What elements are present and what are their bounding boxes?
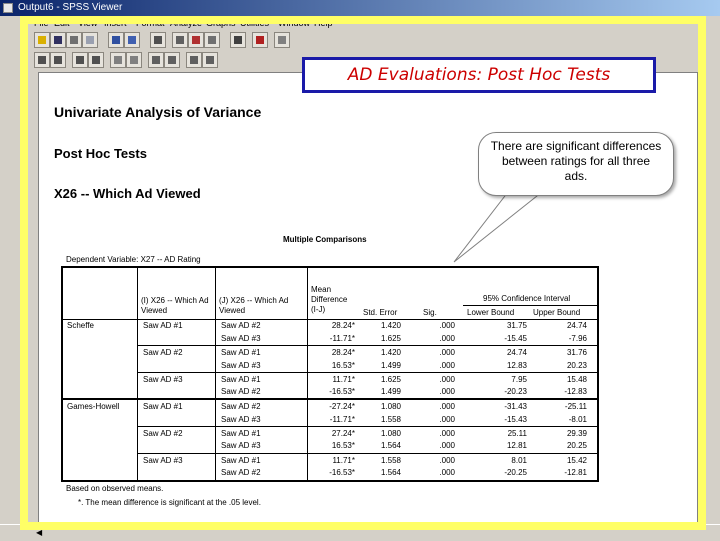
open-button[interactable] <box>34 32 50 48</box>
cell-ub: -12.81 <box>564 468 587 477</box>
dependent-variable-label: Dependent Variable: X27 -- AD Rating <box>66 255 201 264</box>
print-preview-button[interactable] <box>82 32 98 48</box>
cell-lb: 12.81 <box>506 441 527 450</box>
cell-sig: .000 <box>439 387 455 396</box>
header-j: (J) X26 -- Which Ad Viewed <box>219 296 289 315</box>
cell-se: 1.420 <box>380 321 401 330</box>
group-divider <box>137 426 597 427</box>
menu-format[interactable]: Format <box>136 18 165 28</box>
show-icon <box>114 56 122 64</box>
window-titlebar <box>0 0 720 16</box>
show-button[interactable] <box>110 52 126 68</box>
cell-md: 28.24* <box>331 321 355 330</box>
header-sig: Sig. <box>423 308 437 317</box>
cell-md: 11.71* <box>332 375 355 384</box>
goto-data-button[interactable] <box>172 32 188 48</box>
cell-lb: -20.23 <box>504 387 527 396</box>
menu-analyze[interactable]: Analyze <box>170 18 203 28</box>
test-label: Games-Howell <box>67 402 120 411</box>
cell-j: Saw AD #1 <box>221 348 261 357</box>
arrow-right-icon <box>54 56 62 64</box>
cell-lb: -31.43 <box>504 402 527 411</box>
hide-icon <box>130 56 138 64</box>
plus-icon <box>76 56 84 64</box>
export-button[interactable] <box>108 32 124 48</box>
cell-ub: 20.23 <box>566 361 587 370</box>
cell-md: -27.24* <box>329 402 355 411</box>
print-button[interactable] <box>66 32 82 48</box>
variables-icon <box>208 36 216 44</box>
menu-help[interactable]: Help <box>314 18 333 28</box>
cell-i: Saw AD #3 <box>143 456 183 465</box>
dialog-icon <box>128 36 136 44</box>
cell-j: Saw AD #2 <box>221 402 261 411</box>
cell-lb: 7.95 <box>511 375 527 384</box>
header-upper: Upper Bound <box>533 308 581 317</box>
heading-icon <box>152 56 160 64</box>
cell-se: 1.080 <box>380 402 401 411</box>
scroll-left-icon[interactable]: ◀ <box>36 528 43 537</box>
heading-posthoc: Post Hoc Tests <box>54 146 147 161</box>
cell-md: 16.53* <box>331 361 355 370</box>
header-divider <box>63 319 597 320</box>
cell-md: -16.53* <box>329 468 355 477</box>
cell-ub: 24.74 <box>566 321 587 330</box>
cell-i: Saw AD #1 <box>143 321 183 330</box>
disk-icon <box>54 36 62 44</box>
find-button[interactable] <box>230 32 246 48</box>
variables-button[interactable] <box>204 32 220 48</box>
menu-bar <box>0 16 720 30</box>
select-last-output-button[interactable] <box>202 52 218 68</box>
cell-md: -11.71* <box>329 415 355 424</box>
demote-button[interactable] <box>50 52 66 68</box>
cell-i: Saw AD #3 <box>143 375 183 384</box>
insert-text-button[interactable] <box>186 52 202 68</box>
column-divider <box>215 268 216 480</box>
cell-sig: .000 <box>439 361 455 370</box>
window-icon <box>256 36 264 44</box>
cell-md: -16.53* <box>329 387 355 396</box>
title-icon <box>168 56 176 64</box>
designate-window-button[interactable] <box>252 32 268 48</box>
hide-button[interactable] <box>126 52 142 68</box>
footnote-based: Based on observed means. <box>66 484 164 493</box>
expand-button[interactable] <box>72 52 88 68</box>
slide-title: AD Evaluations: Post Hoc Tests <box>302 57 656 93</box>
cell-j: Saw AD #1 <box>221 429 261 438</box>
cell-se: 1.499 <box>380 387 401 396</box>
menu-graphs[interactable]: Graphs <box>206 18 236 28</box>
column-divider <box>137 268 138 480</box>
test-label: Scheffe <box>67 321 94 330</box>
cell-se: 1.558 <box>380 415 401 424</box>
cell-i: Saw AD #2 <box>143 429 183 438</box>
cell-lb: -15.43 <box>504 415 527 424</box>
cell-se: 1.558 <box>380 456 401 465</box>
group-divider <box>137 453 597 454</box>
cell-sig: .000 <box>439 402 455 411</box>
header-lower: Lower Bound <box>467 308 515 317</box>
heading-univariate: Univariate Analysis of Variance <box>54 104 262 120</box>
cell-j: Saw AD #2 <box>221 387 261 396</box>
test-divider <box>63 398 597 400</box>
insert-heading-button[interactable] <box>148 52 164 68</box>
cell-sig: .000 <box>439 334 455 343</box>
select-icon <box>206 56 214 64</box>
cell-se: 1.625 <box>380 375 401 384</box>
menu-file[interactable]: File <box>34 18 49 28</box>
cell-i: Saw AD #1 <box>143 402 183 411</box>
cell-ub: 31.76 <box>566 348 587 357</box>
header-i: (I) X26 -- Which Ad Viewed <box>141 296 209 315</box>
table-title: Multiple Comparisons <box>283 235 367 244</box>
undo-button[interactable] <box>150 32 166 48</box>
callout-pointer <box>450 192 570 264</box>
collapse-button[interactable] <box>88 52 104 68</box>
help-button[interactable] <box>274 32 290 48</box>
callout-note: There are significant differences between ratings for all three ads. <box>478 132 674 196</box>
printer-icon <box>70 36 78 44</box>
cell-md: 11.71* <box>332 456 355 465</box>
cell-sig: .000 <box>439 415 455 424</box>
cell-ub: 20.25 <box>566 441 587 450</box>
recall-dialog-button[interactable] <box>124 32 140 48</box>
multiple-comparisons-table <box>61 266 599 482</box>
goto-case-button[interactable] <box>188 32 204 48</box>
ci-divider <box>463 305 597 306</box>
column-divider <box>307 268 308 480</box>
cell-sig: .000 <box>439 348 455 357</box>
cell-ub: -12.83 <box>564 387 587 396</box>
cell-se: 1.499 <box>380 361 401 370</box>
cell-se: 1.420 <box>380 348 401 357</box>
promote-button[interactable] <box>34 52 50 68</box>
menu-insert[interactable]: Insert <box>104 18 127 28</box>
cell-ub: -25.11 <box>564 402 587 411</box>
cell-md: -11.71* <box>329 334 355 343</box>
cell-lb: 8.01 <box>511 456 527 465</box>
cell-lb: -20.25 <box>504 468 527 477</box>
footnote-significance: *. The mean difference is significant at the .05 level. <box>78 498 261 507</box>
cell-j: Saw AD #3 <box>221 361 261 370</box>
folder-icon <box>38 36 46 44</box>
help-icon <box>278 36 286 44</box>
cell-sig: .000 <box>439 375 455 384</box>
window-title: Output6 - SPSS Viewer <box>18 2 123 13</box>
cell-sig: .000 <box>439 456 455 465</box>
header-mean-diff: Mean Difference (I-J) <box>311 285 348 314</box>
case-icon <box>192 36 200 44</box>
cell-se: 1.625 <box>380 334 401 343</box>
vertical-scrollbar[interactable] <box>698 72 712 524</box>
cell-sig: .000 <box>439 321 455 330</box>
arrow-left-icon <box>38 56 46 64</box>
undo-icon <box>154 36 162 44</box>
menu-view[interactable]: View <box>78 18 98 28</box>
cell-se: 1.564 <box>380 441 401 450</box>
cell-i: Saw AD #2 <box>143 348 183 357</box>
save-button[interactable] <box>50 32 66 48</box>
heading-factor: X26 -- Which Ad Viewed <box>54 186 201 201</box>
cell-lb: 24.74 <box>506 348 527 357</box>
preview-icon <box>86 36 94 44</box>
cell-lb: 25.11 <box>507 429 527 438</box>
cell-lb: -15.45 <box>504 334 527 343</box>
cell-ub: 29.39 <box>566 429 587 438</box>
cell-lb: 31.75 <box>506 321 527 330</box>
minus-icon <box>92 56 100 64</box>
menu-utilities[interactable]: Utilities <box>240 18 270 28</box>
cell-lb: 12.83 <box>506 361 527 370</box>
export-icon <box>112 36 120 44</box>
status-bar <box>0 524 720 541</box>
cell-ub: -8.01 <box>568 415 587 424</box>
cell-ub: 15.48 <box>566 375 587 384</box>
binoculars-icon <box>234 36 242 44</box>
cell-j: Saw AD #2 <box>221 468 261 477</box>
cell-sig: .000 <box>439 441 455 450</box>
grid-icon <box>176 36 184 44</box>
cell-j: Saw AD #3 <box>221 334 261 343</box>
insert-title-button[interactable] <box>164 52 180 68</box>
group-divider <box>137 345 597 346</box>
cell-se: 1.564 <box>380 468 401 477</box>
cell-j: Saw AD #1 <box>221 375 261 384</box>
menu-window[interactable]: Window <box>278 18 311 28</box>
cell-ub: 15.42 <box>566 456 587 465</box>
cell-j: Saw AD #3 <box>221 441 261 450</box>
group-divider <box>137 372 597 373</box>
cell-md: 16.53* <box>331 441 355 450</box>
cell-j: Saw AD #2 <box>221 321 261 330</box>
text-icon <box>190 56 198 64</box>
cell-sig: .000 <box>439 468 455 477</box>
header-std-error: Std. Error <box>363 308 398 317</box>
app-icon <box>3 3 13 13</box>
cell-md: 27.24* <box>331 429 355 438</box>
cell-j: Saw AD #1 <box>221 456 261 465</box>
cell-ub: -7.96 <box>568 334 587 343</box>
header-ci: 95% Confidence Interval <box>483 294 571 303</box>
cell-md: 28.24* <box>331 348 355 357</box>
cell-j: Saw AD #3 <box>221 415 261 424</box>
menu-edit[interactable]: Edit <box>54 18 70 28</box>
cell-sig: .000 <box>439 429 455 438</box>
cell-se: 1.080 <box>380 429 401 438</box>
